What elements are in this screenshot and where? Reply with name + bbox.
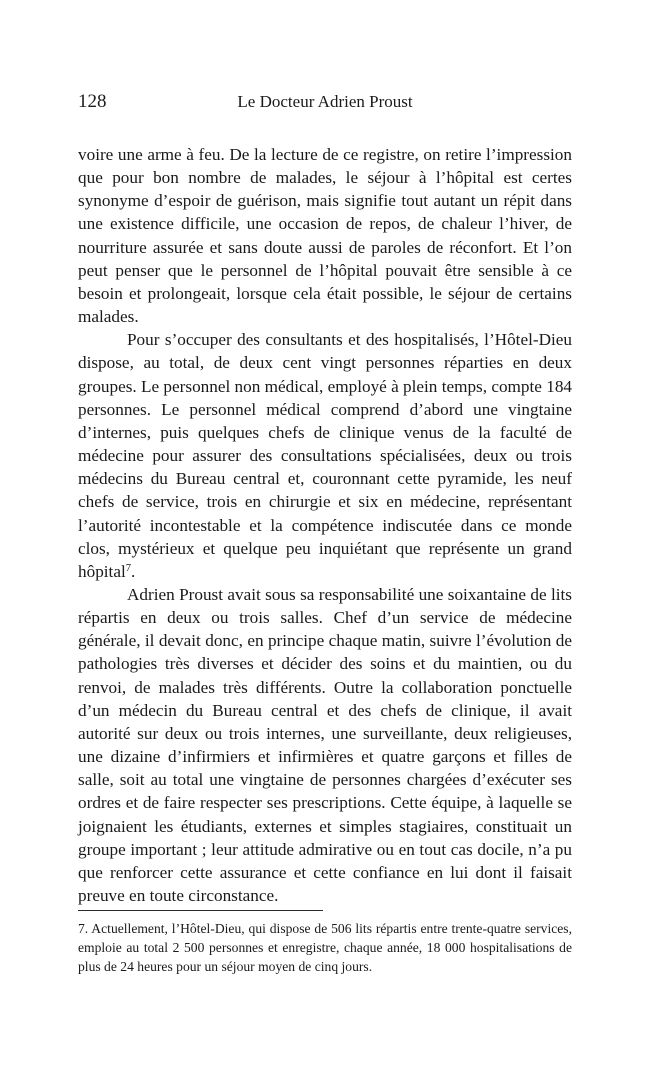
page-number: 128 xyxy=(78,91,107,112)
paragraph-3: Adrien Proust avait sous sa responsabilité une soixantaine de lits répartis en deux ou trois salles. Chef d’un service de médecine générale, il devait donc, en principe chaque matin, suivre l’évolution de pathologies très diverses et décider des soins et du maintien, ou du renvoi, de malades très différents. Outre la collaboration ponctuelle d’un médecin du Bureau central et des chefs de clinique, il avait autorité sur deux ou trois internes, une surveillante, deux religieuses, une dizaine d’infirmiers et infirmières et quatre garçons et filles de salle, soit au total une vingtaine de personnes chargées d’exécuter ses ordres et de faire respecter ses prescriptions. Cette équipe, à laquelle se joignaient les étudiants, externes et simples stagiaires, constituait un groupe important ; leur attitude admirative ou en tout cas docile, n’a pu que renforcer cette assurance et cette confiance en lui dont il faisait preuve en toute circonstance. xyxy=(78,584,572,905)
paragraph-2-text: Pour s’occuper des consultants et des hospitalisés, l’Hôtel-Dieu dispose, au total, de deux cent vingt personnes réparties en deux groupes. Le personnel non médical, employé à plein temps, compte 184 personnes. Le personnel médical comprend d’abord une vingtaine d’internes, puis quelques chefs de clinique venus de la faculté de médecine pour assurer des consultations spécialisées, deux ou trois médecins du Bureau central et, couronnant cette pyramide, les neuf chefs de service, trois en chirurgie et six en médecine, représentant l’autorité incontestable et la compétence indiscutée dans ce monde clos, mystérieux et quelque peu inquiétant que représente un grand hôpital xyxy=(78,330,573,581)
footnote-divider xyxy=(78,910,323,911)
paragraph-2 xyxy=(78,328,572,583)
paragraph-2-end: . xyxy=(131,561,136,581)
footnote-reference-7[interactable]: 7 xyxy=(125,562,131,574)
running-title: Le Docteur Adrien Proust xyxy=(237,92,413,111)
body-text xyxy=(78,143,572,907)
paragraph-1: voire une arme à feu. De la lecture de ce registre, on retire l’impression que pour bon nombre de malades, le séjour à l’hôpital est certes synonyme d’espoir de guérison, mais signifie tout autant un répit dans une existence difficile, une occasion de repos, de chaleur l’hiver, de nourriture assurée et sans doute aussi de paroles de réconfort. Et l’on peut penser que le personnel de l’hôpital pouvait être sensible à ce besoin et prolongeait, lorsque cela était possible, le séjour de certains malades. xyxy=(78,145,572,327)
footnote-7: 7. Actuellement, l’Hôtel-Dieu, qui dispose de 506 lits répartis entre trente-quatre services, emploie au total 2 500 personnes et enregistre, chaque année, 18 000 hospitalisations de plus de 24 heures pour un séjour moyen de cinq jours. xyxy=(78,921,572,974)
running-head xyxy=(78,90,572,116)
book-page xyxy=(78,0,572,1084)
